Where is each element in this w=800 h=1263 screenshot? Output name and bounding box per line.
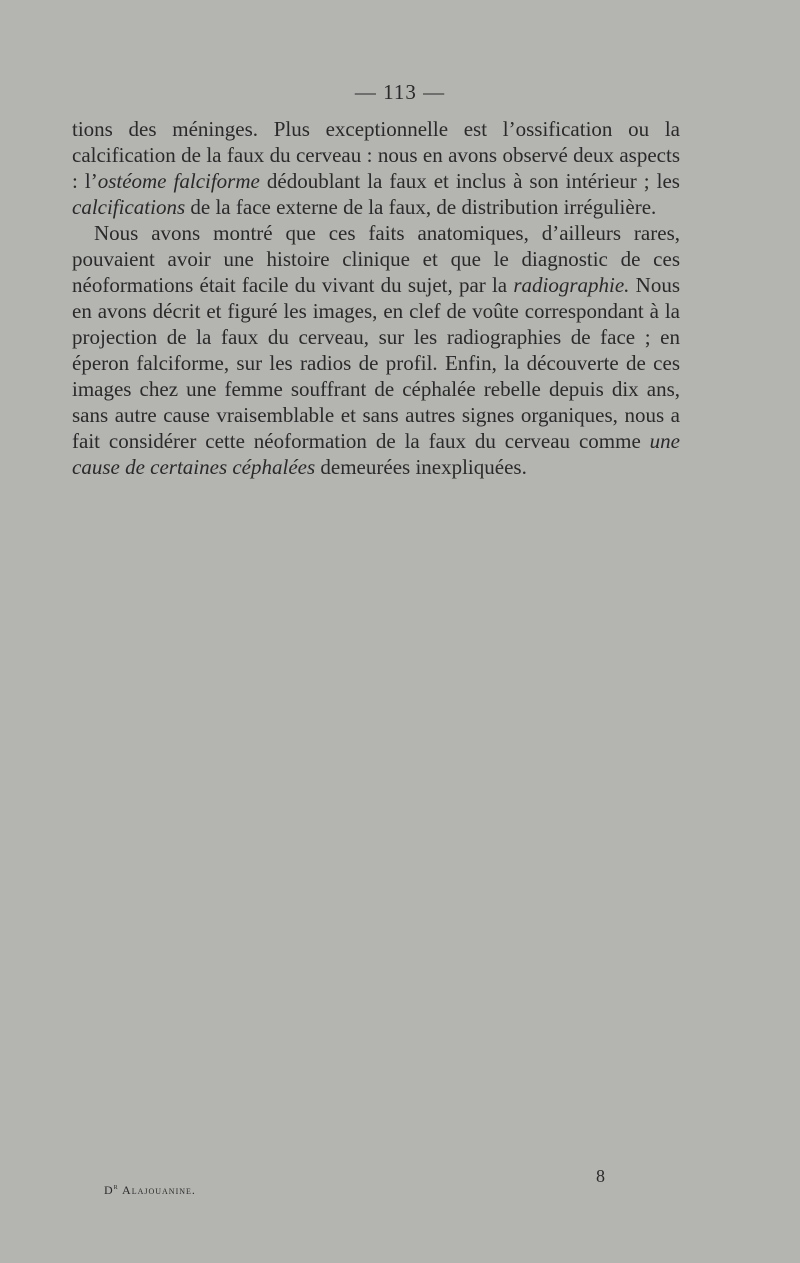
author-sup: r	[113, 1182, 119, 1191]
paragraph-1-segment: dédoublant la faux et inclus à son intérieur ; les	[259, 169, 680, 193]
paragraph-2-segment: demeurées inexpliquées.	[315, 455, 527, 479]
paragraph-1-segment: de la face externe de la faux, de distribution irrégulière.	[185, 195, 657, 219]
paragraph-1-segment: tions des méninges. Plus exceptionnelle est l’ossification ou la calcification de la faux du cerveau : nous en avons observé deux aspects : l’	[72, 117, 680, 193]
paragraph-2-italic-radiographie: radiographie.	[513, 273, 630, 297]
body-text	[72, 116, 680, 480]
footer-author	[104, 1182, 196, 1198]
paragraph-1	[72, 116, 680, 220]
paragraph-2-segment: Nous avons montré que ces faits anatomiques, d’ailleurs rares, pouvaient avoir une histoire clinique et que le diagnostic de ces néoformations était facile du vivant du sujet, par la	[72, 221, 680, 297]
signature-mark: 8	[596, 1166, 605, 1186]
paragraph-1-italic-calcifications: calcifications	[72, 195, 186, 219]
paragraph-2-segment: Nous en avons décrit et figuré les images, en clef de voûte correspondant à la projection de la faux du cerveau, sur les radiographies de face ; en éperon falciforme, sur les radios de profil. Enfin, la découverte de ces images chez une femme souffrant de céphalée rebelle depuis dix ans, sans autre cause vraisemblable et sans autres signes organiques, nous a fait considérer cette néoformation de la faux du cerveau comme	[72, 273, 680, 453]
paragraph-2-italic-cause: une cause de certaines céphalées	[72, 429, 680, 479]
author-prefix: D	[104, 1183, 114, 1197]
paragraph-1-italic-osteome: ostéome falciforme	[97, 169, 260, 193]
page-number: — 113 —	[354, 80, 446, 104]
author-name: Alajouanine.	[118, 1183, 196, 1197]
paragraph-2	[72, 220, 680, 480]
